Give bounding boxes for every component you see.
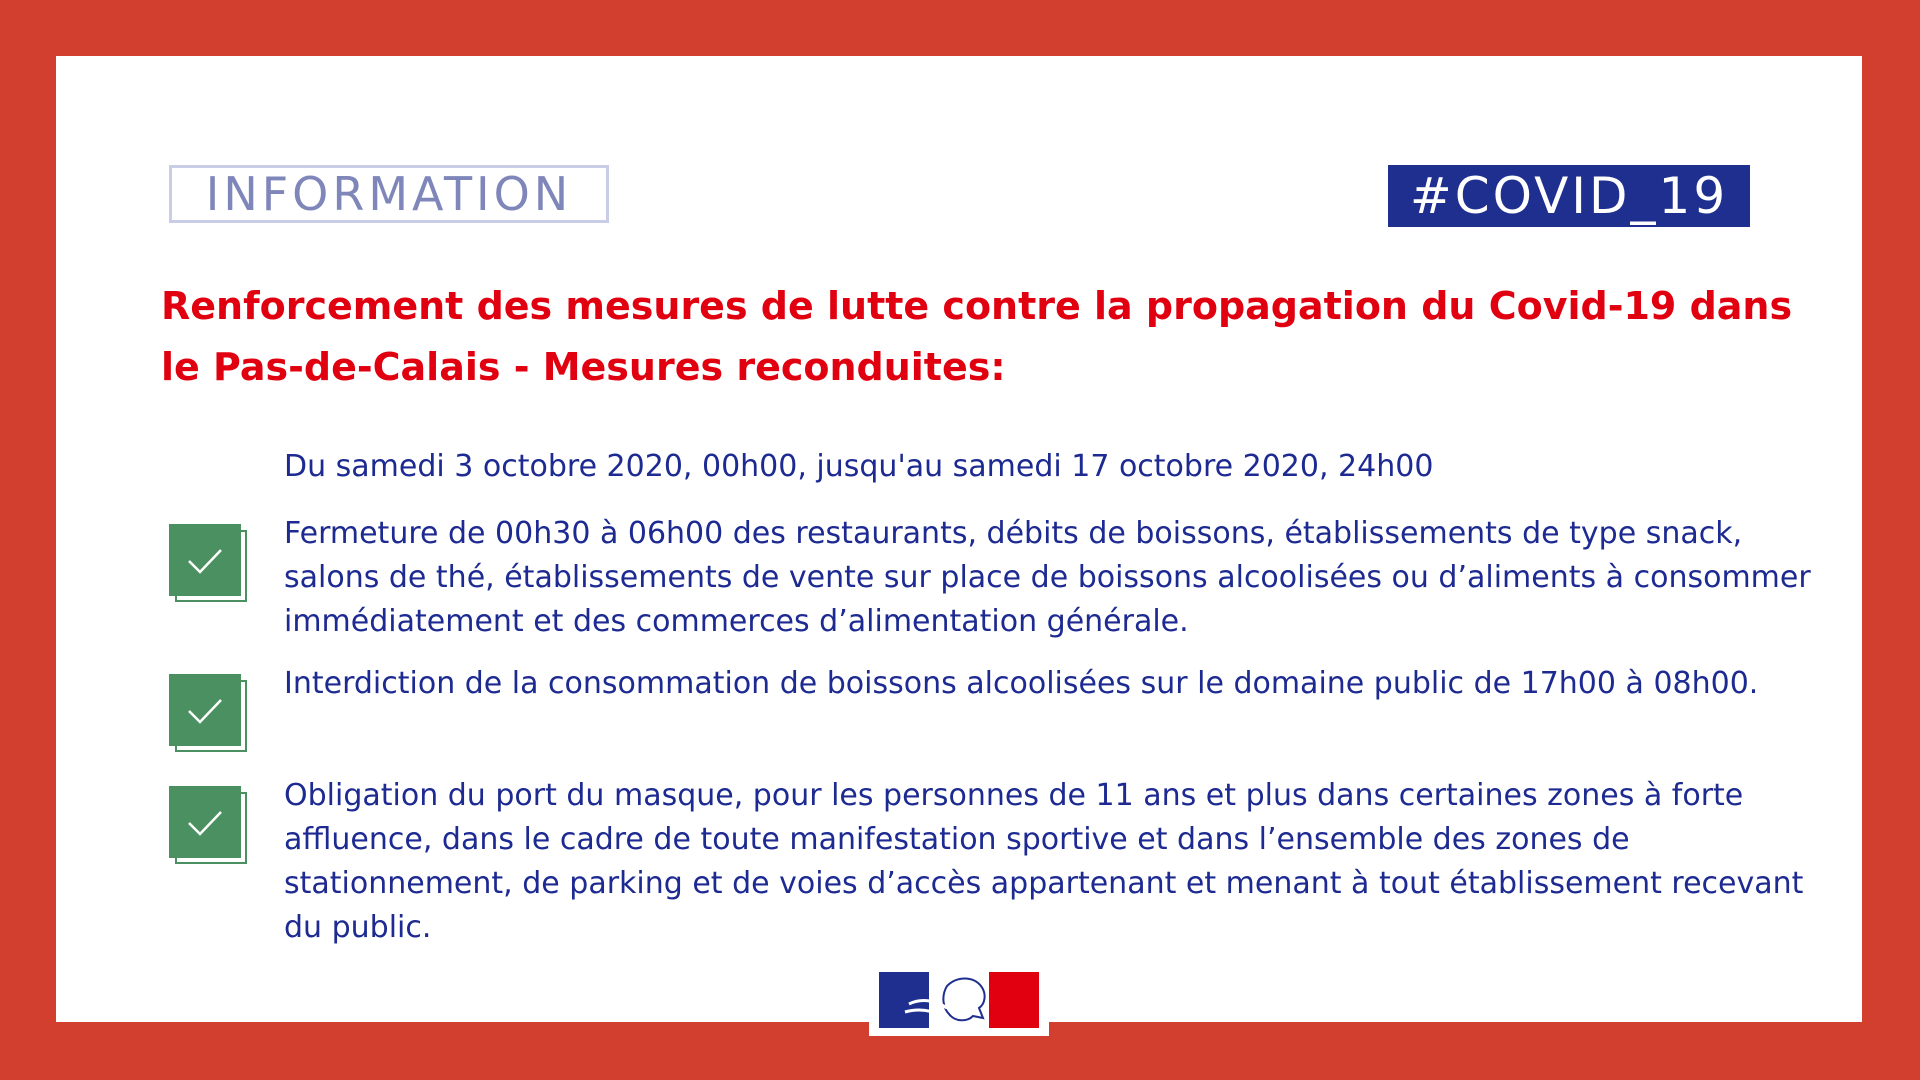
checkbox-checked-icon xyxy=(169,674,241,746)
checkbox-checked-icon xyxy=(169,786,241,858)
date-range: Du samedi 3 octobre 2020, 00h00, jusqu'au samedi 17 octobre 2020, 24h00 xyxy=(284,449,1434,484)
covid-hashtag-badge: #COVID_19 xyxy=(1388,165,1750,227)
info-card xyxy=(56,56,1862,1022)
information-tag: INFORMATION xyxy=(169,165,609,223)
checkbox-checked-icon xyxy=(169,524,241,596)
marianne-logo xyxy=(869,964,1049,1036)
measure-item-alcohol-ban: Interdiction de la consommation de boissons alcoolisées sur le domaine public de 17h00 à 08h00. xyxy=(284,666,1759,701)
measure-item-closing-hours: Fermeture de 00h30 à 06h00 des restaurants, débits de boissons, établissements de type snack, salons de thé, établissements de vente sur place de boissons alcoolisées ou d’aliments à consommer immédiatement et des commerces d’alimentation générale. xyxy=(284,516,1811,639)
measure-item-mask-obligation: Obligation du port du masque, pour les personnes de 11 ans et plus dans certaines zones à forte affluence, dans le cadre de toute manifestation sportive et dans l’ensemble des zones de stationnement, de parking et de voies d’accès appartenant et menant à tout établissement recevant du public. xyxy=(284,778,1804,945)
headline: Renforcement des mesures de lutte contre la propagation du Covid-19 dans le Pas-de-Calais - Mesures reconduites: xyxy=(161,284,1793,389)
